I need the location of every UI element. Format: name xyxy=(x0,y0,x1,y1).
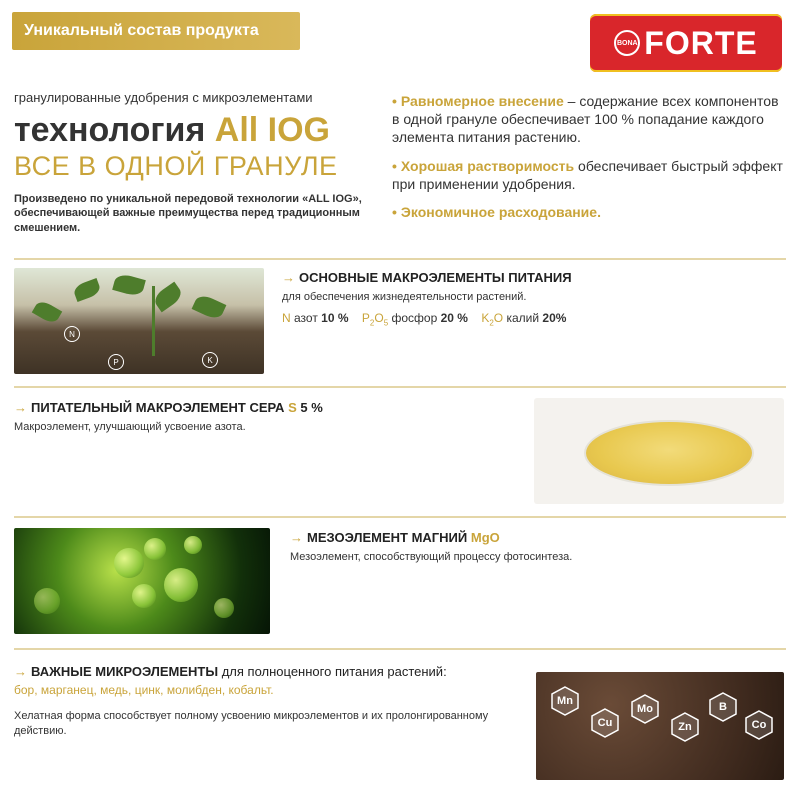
arrow-right-icon: → xyxy=(14,400,27,415)
cell-bubble xyxy=(132,584,156,608)
benefit-text: – содержание всех компонентов в одной грануле обеспечивает 100 % попадание каждого элемента питания растению. xyxy=(392,93,779,146)
petri-dish xyxy=(584,420,754,486)
section-divider xyxy=(14,516,786,518)
logo-bona-mark: BONA xyxy=(614,30,640,56)
element-hex-mo xyxy=(630,694,660,724)
section-divider xyxy=(14,386,786,388)
sulfur-section xyxy=(14,400,514,433)
technology-title xyxy=(14,113,384,147)
element-symbol: Mn xyxy=(557,695,573,707)
bullet-dot-icon: • xyxy=(392,93,397,109)
potassium-value: 20% xyxy=(542,311,567,325)
nutrient-node-p: P xyxy=(108,354,124,370)
magnesium-desc: Мезоэлемент, способствующий процессу фотосинтеза. xyxy=(290,551,573,563)
magnesium-symbol: MgO xyxy=(470,530,500,545)
cell-bubble xyxy=(114,548,144,578)
benefit-highlight: Экономичное расходование. xyxy=(400,203,601,220)
benefit-item xyxy=(392,203,784,221)
micro-section xyxy=(14,664,524,739)
benefit-item xyxy=(392,92,784,147)
micro-desc: Хелатная форма способствует полному усвоению микроэлементов и их пролонгированному действию. xyxy=(14,710,489,737)
leaf-shape xyxy=(151,282,184,313)
sulfur-title-text: ПИТАТЕЛЬНЫЙ МАКРОЭЛЕМЕНТ СЕРА xyxy=(31,400,285,415)
sulfur-title xyxy=(14,400,514,415)
micro-title xyxy=(14,664,524,679)
element-symbol: Cu xyxy=(597,717,613,729)
nitrogen-symbol: N xyxy=(282,311,291,325)
section-divider xyxy=(14,648,786,650)
magnesium-section xyxy=(290,530,780,563)
element-symbol: B xyxy=(719,701,727,713)
element-hex-cu xyxy=(590,708,620,738)
phosphorus-symbol: $P_2O_5$ xyxy=(361,311,389,328)
arrow-right-icon: → xyxy=(282,270,295,285)
micro-title-rest: для полноценного питания растений: xyxy=(218,664,447,679)
brand-logo xyxy=(590,14,782,72)
macro-section xyxy=(282,270,782,327)
technology-tagline: ВСЕ В ОДНОЙ ГРАНУЛЕ xyxy=(14,151,338,181)
micro-list: бор, марганец, медь, цинк, молибден, кобальт. xyxy=(14,683,274,697)
logo-forte-text: FORTE xyxy=(644,24,758,61)
nutrient-node-k: K xyxy=(202,352,218,368)
cell-bubble xyxy=(34,588,60,614)
phosphorus-value: 20 % xyxy=(440,311,468,325)
intro-block xyxy=(14,90,384,235)
plant-stem xyxy=(152,286,155,356)
magnesium-cells-image xyxy=(14,528,270,634)
macro-desc: для обеспечения жизнедеятельности растений. xyxy=(282,291,527,303)
nutrient-node-n: N xyxy=(64,326,80,342)
potassium-label: калий xyxy=(506,311,540,325)
benefit-text: обеспечивает быстрый эффект при применении удобрения. xyxy=(392,157,783,192)
macro-title-text: ОСНОВНЫЕ МАКРОЭЛЕМЕНТЫ ПИТАНИЯ xyxy=(299,270,572,285)
nitrogen-value: 10 % xyxy=(321,311,349,325)
technology-word: технология xyxy=(14,111,206,149)
sulfur-value: 5 % xyxy=(300,400,323,415)
cell-bubble xyxy=(214,598,234,618)
header-badge: Уникальный состав продукта xyxy=(12,12,300,50)
micro-title-text: ВАЖНЫЕ МИКРОЭЛЕМЕНТЫ xyxy=(31,664,219,679)
section-divider xyxy=(14,258,786,260)
sulfur-dish-image xyxy=(534,398,784,504)
plant-soil-image xyxy=(14,268,264,374)
cell-bubble xyxy=(164,568,198,602)
sulfur-symbol: S xyxy=(288,400,297,415)
element-symbol: Co xyxy=(751,719,767,731)
bullet-dot-icon: • xyxy=(392,157,397,174)
benefit-highlight: Хорошая растворимость xyxy=(400,157,575,174)
leaf-shape xyxy=(192,293,227,322)
intro-subtitle: гранулированные удобрения с микроэлементами xyxy=(14,90,313,105)
cell-bubble xyxy=(144,538,166,560)
nitrogen-label: азот xyxy=(294,311,318,325)
element-hex-b xyxy=(708,692,738,722)
leaf-shape xyxy=(72,278,102,302)
magnesium-title-text: МЕЗОЭЛЕМЕНТ МАГНИЙ xyxy=(307,530,468,545)
leaf-shape xyxy=(32,299,63,326)
element-symbol: Mo xyxy=(637,703,653,715)
sulfur-desc: Макроэлемент, улучшающий усвоение азота. xyxy=(14,421,246,433)
benefit-item xyxy=(392,157,784,193)
magnesium-title xyxy=(290,530,780,545)
macro-title xyxy=(282,270,782,285)
bullet-dot-icon: • xyxy=(392,203,397,220)
soil-elements-image xyxy=(536,672,784,780)
arrow-right-icon: → xyxy=(14,664,27,679)
technology-description: Произведено по уникальной передовой технологии «ALL IOG», обеспечивающей важные преимущества перед традиционным смешением. xyxy=(14,193,362,234)
element-hex-zn xyxy=(670,712,700,742)
benefits-list xyxy=(392,92,784,231)
technology-brand: All IOG xyxy=(214,111,330,149)
benefit-highlight: Равномерное внесение xyxy=(400,93,564,109)
cell-bubble xyxy=(184,536,202,554)
macro-values xyxy=(282,311,782,327)
leaf-shape xyxy=(112,272,146,297)
arrow-right-icon: → xyxy=(290,530,303,545)
potassium-symbol: $K_2O$ xyxy=(481,311,504,328)
element-hex-mn xyxy=(550,686,580,716)
phosphorus-label: фосфор xyxy=(391,311,438,325)
element-hex-co xyxy=(744,710,774,740)
element-symbol: Zn xyxy=(678,721,692,733)
